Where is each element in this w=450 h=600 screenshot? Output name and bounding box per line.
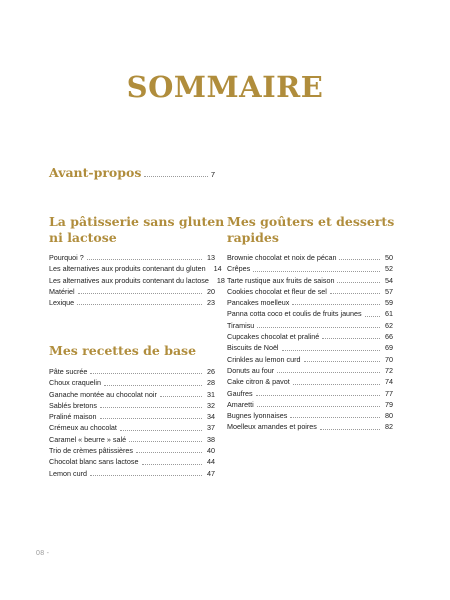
leader-dots: [100, 407, 202, 408]
toc-entry-label: Biscuits de Noël: [227, 343, 279, 353]
section-heading-recettes-de-base: [49, 343, 196, 359]
toc-entry[interactable]: [49, 263, 222, 274]
section-heading-line: Mes goûters et desserts: [227, 214, 395, 229]
toc-entry[interactable]: [49, 411, 215, 422]
leader-dots: [136, 452, 202, 453]
toc-entry-page: 20: [207, 286, 215, 296]
toc-entry[interactable]: [227, 252, 393, 263]
leader-dots: [77, 304, 202, 305]
toc-entry[interactable]: [227, 342, 393, 353]
toc-entry[interactable]: [227, 275, 393, 286]
toc-entry-label: Pourquoi ?: [49, 253, 84, 262]
toc-entry-label: Ganache montée au chocolat noir: [49, 389, 157, 399]
leader-dots: [320, 429, 380, 430]
leader-dots: [78, 293, 202, 294]
toc-entry-page: 77: [385, 388, 393, 398]
toc-entry-label: Trio de crèmes pâtissières: [49, 446, 134, 456]
toc-entry[interactable]: [49, 468, 215, 479]
toc-entry-label: Panna cotta coco et coulis de fruits jaunes: [227, 309, 362, 319]
toc-entry-label: Lemon curd: [49, 468, 87, 478]
toc-entry[interactable]: [49, 366, 215, 377]
toc-entry[interactable]: [49, 377, 215, 388]
toc-entry-page: 74: [385, 377, 393, 387]
toc-entry-page: 47: [207, 468, 215, 478]
toc-entry-label: Tiramisu: [227, 320, 255, 330]
toc-entry-page: 61: [385, 309, 393, 319]
toc-entry[interactable]: [227, 320, 393, 331]
toc-entry-label: Les alternatives aux produits contenant du lactose: [49, 275, 209, 285]
toc-entry-page: 31: [207, 389, 215, 399]
leader-dots: [100, 418, 202, 419]
toc-entry[interactable]: [227, 286, 393, 297]
toc-entry-label: Bugnes lyonnaises: [227, 411, 288, 421]
toc-entry[interactable]: [227, 399, 393, 410]
toc-entry-page: 69: [385, 343, 393, 353]
toc-entry-label: Pancakes moelleux: [227, 298, 290, 308]
toc-entry-page: 40: [207, 446, 215, 456]
section-heading-sans-gluten: [49, 214, 224, 246]
toc-entry-label: Tarte rustique aux fruits de saison: [227, 275, 335, 285]
toc-entry-label: Cookies chocolat et fleur de sel: [227, 286, 327, 296]
toc-entry[interactable]: [49, 456, 215, 467]
leader-dots: [290, 417, 380, 418]
toc-entry-page: 23: [207, 298, 215, 308]
toc-entry[interactable]: [227, 365, 393, 376]
toc-entry-label: Caramel « beurre » salé: [49, 434, 127, 444]
toc-entry-page: 13: [207, 253, 215, 262]
toc-entry[interactable]: [227, 410, 393, 421]
toc-entry-label: Crêpes: [227, 264, 251, 274]
toc-entry[interactable]: [49, 286, 215, 297]
toc-entry-label: Matériel: [49, 286, 75, 296]
leader-dots: [257, 406, 380, 407]
toc-entry-page: 18: [216, 275, 225, 285]
toc-entry-label: Les alternatives aux produits contenant du gluten: [49, 264, 206, 274]
toc-entry[interactable]: [49, 252, 215, 263]
toc-entry-page: 38: [207, 434, 215, 444]
toc-entry[interactable]: [227, 388, 393, 399]
toc-entry-page: 79: [385, 399, 393, 409]
toc-entry-label: Amaretti: [227, 399, 254, 409]
toc-entry-page: 80: [385, 411, 393, 421]
toc-entry-label: Crémeux au chocolat: [49, 423, 117, 433]
toc-entry-label: Cupcakes chocolat et praliné: [227, 332, 320, 342]
page-title: SOMMAIRE: [126, 70, 324, 104]
toc-entry-page: 14: [213, 264, 222, 274]
toc-entry-label: Crinkles au lemon curd: [227, 354, 301, 364]
toc-entry-page: 57: [385, 286, 393, 296]
toc-entry-label: Avant-propos: [49, 165, 142, 180]
toc-entry[interactable]: [49, 445, 215, 456]
toc-entry[interactable]: [49, 422, 215, 433]
leader-dots: [144, 176, 207, 177]
section-heading-line: rapides: [227, 230, 279, 245]
toc-entry-page: 52: [385, 264, 393, 274]
toc-list-sans-gluten: [49, 252, 225, 308]
toc-entry-page: 7: [210, 170, 215, 179]
leader-dots: [337, 282, 380, 283]
toc-entry-label: Sablés bretons: [49, 400, 97, 410]
page-number: 08 -: [36, 550, 50, 557]
leader-dots: [129, 441, 202, 442]
toc-entry-page: 82: [385, 422, 393, 432]
toc-entry-page: 62: [385, 320, 393, 330]
toc-entry-page: 70: [385, 354, 393, 364]
toc-entry-page: 66: [385, 332, 393, 342]
toc-entry-page: 59: [385, 298, 393, 308]
toc-entry-page: 37: [207, 423, 215, 433]
toc-entry-page: 26: [207, 367, 215, 376]
toc-entry-label: Pâte sucrée: [49, 367, 88, 376]
toc-entry[interactable]: [49, 400, 215, 411]
leader-dots: [253, 271, 380, 272]
toc-entry-page: 28: [207, 378, 215, 388]
toc-entry[interactable]: [49, 389, 215, 400]
toc-entry-label: Brownie chocolat et noix de pécan: [227, 253, 337, 262]
toc-entry-label: Moelleux amandes et poires: [227, 422, 317, 432]
leader-dots: [282, 350, 380, 351]
leader-dots: [90, 475, 202, 476]
toc-list-recettes-de-base: [49, 366, 215, 479]
toc-entry[interactable]: [227, 297, 393, 308]
toc-entry-page: 54: [385, 275, 393, 285]
section-heading-line: ni lactose: [49, 230, 117, 245]
toc-entry-page: 34: [207, 412, 215, 422]
toc-entry-label: Lexique: [49, 298, 75, 308]
leader-dots: [257, 327, 380, 328]
leader-dots: [339, 259, 380, 260]
leader-dots: [142, 464, 203, 465]
leader-dots: [304, 361, 380, 362]
leader-dots: [292, 304, 380, 305]
toc-entry[interactable]: [49, 434, 215, 445]
leader-dots: [322, 338, 380, 339]
toc-entry-page: 44: [207, 457, 215, 467]
leader-dots: [104, 385, 202, 386]
leader-dots: [160, 396, 202, 397]
leader-dots: [293, 384, 380, 385]
section-heading-line: La pâtisserie sans gluten: [49, 214, 225, 229]
toc-entry-page: 32: [207, 400, 215, 410]
section-heading-line: Mes recettes de base: [49, 343, 197, 358]
toc-entry-page: 72: [385, 365, 393, 375]
toc-entry-label: Chocolat blanc sans lactose: [49, 457, 139, 467]
toc-entry-label: Praliné maison: [49, 412, 97, 422]
toc-entry[interactable]: [227, 421, 393, 432]
leader-dots: [256, 395, 380, 396]
toc-entry-label: Gaufres: [227, 388, 253, 398]
toc-entry[interactable]: [227, 331, 393, 342]
toc-entry-label: Choux craquelin: [49, 378, 101, 388]
toc-entry[interactable]: [227, 263, 393, 274]
toc-entry-page: 50: [385, 253, 393, 262]
toc-entry-label: Donuts au four: [227, 365, 275, 375]
leader-dots: [120, 430, 202, 431]
toc-list-gouters-desserts: [227, 252, 393, 433]
toc-entry[interactable]: [49, 297, 215, 308]
leader-dots: [330, 293, 380, 294]
toc-entry[interactable]: [49, 275, 225, 286]
toc-entry[interactable]: [227, 354, 393, 365]
leader-dots: [365, 316, 380, 317]
leader-dots: [277, 372, 380, 373]
toc-entry[interactable]: [227, 308, 393, 319]
toc-entry[interactable]: [227, 376, 393, 387]
leader-dots: [87, 259, 202, 260]
toc-entry-label: Cake citron & pavot: [227, 377, 290, 387]
leader-dots: [90, 373, 202, 374]
toc-entry-avant-propos[interactable]: [49, 165, 215, 181]
section-heading-gouters-desserts: [227, 214, 394, 246]
